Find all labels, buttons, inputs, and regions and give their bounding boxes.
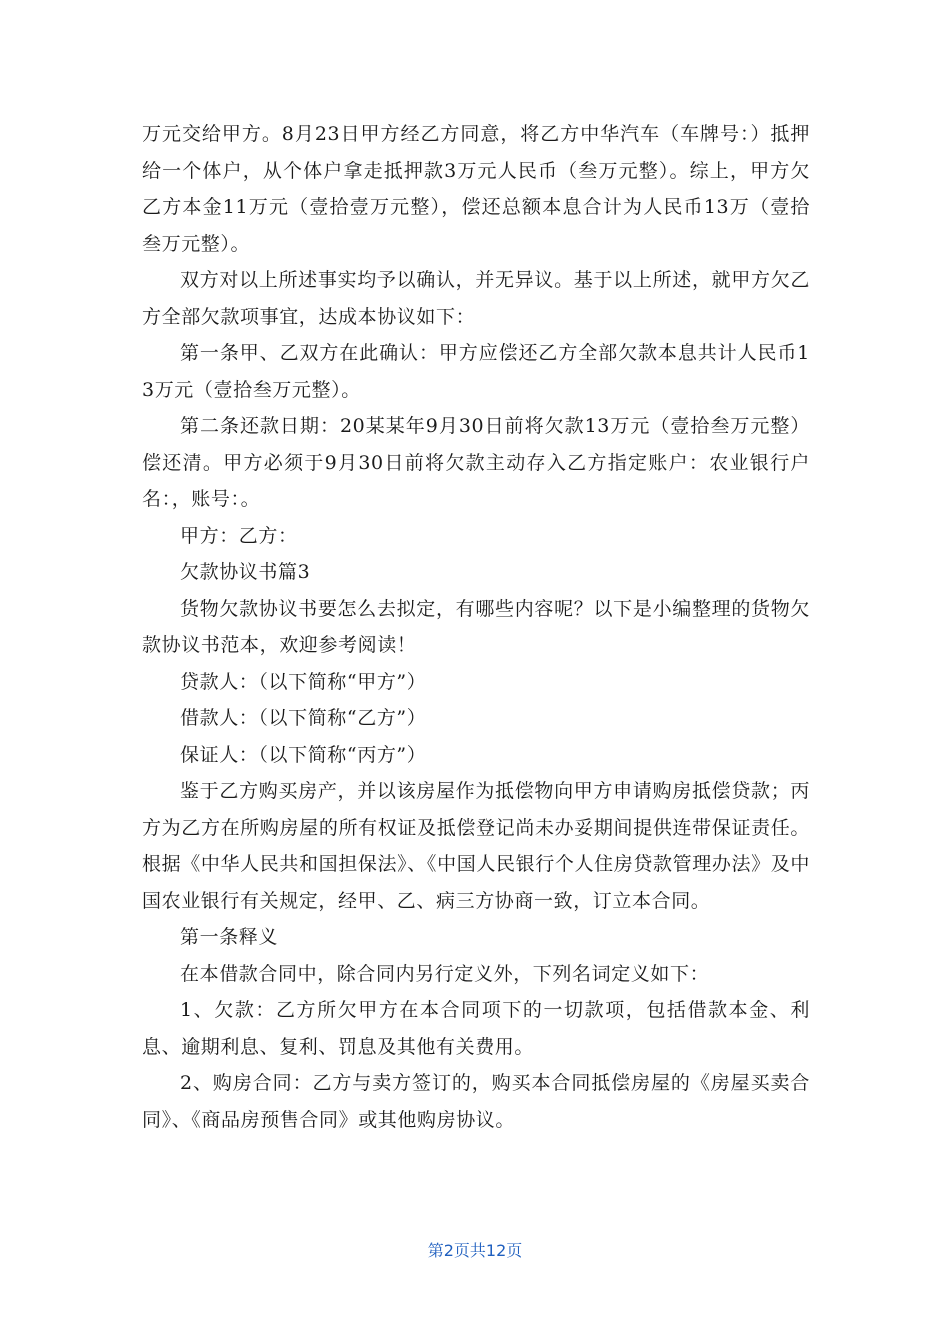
document-body <box>142 116 810 1138</box>
definition-item-2: 2、购房合同：乙方与卖方签订的，购买本合同抵偿房屋的《房屋买卖合同》、《商品房预售合同》或其他购房协议。 <box>142 1072 810 1131</box>
paragraph-definitions-intro: 在本借款合同中，除合同内另行定义外，下列名词定义如下： <box>180 962 710 985</box>
paragraph-2: 双方对以上所述事实均予以确认，并无异议。基于以上所述，就甲方欠乙方全部欠款项事宜，达成本协议如下： <box>142 269 810 328</box>
section-heading: 欠款协议书篇3 <box>180 561 311 583</box>
paragraph-article-1: 第一条甲、乙双方在此确认：甲方应偿还乙方全部欠款本息共计人民币13万元（壹拾叁万元整）。 <box>142 342 810 401</box>
party-borrower: 借款人：（以下简称“乙方”） <box>180 707 427 729</box>
party-guarantor: 保证人：（以下简称“丙方”） <box>180 743 427 766</box>
signature-line: 甲方：乙方： <box>180 524 298 547</box>
article-heading-definitions: 第一条释义 <box>180 926 279 948</box>
paragraph-1: 万元交给甲方。8月23日甲方经乙方同意，将乙方中华汽车（车牌号：）抵押给一个体户，从个体户拿走抵押款3万元人民币（叁万元整）。综上，甲方欠乙方本金11万元（壹拾壹万元整），偿还总额本息合计为人民币13万（壹拾叁万元整）。 <box>142 123 810 255</box>
party-lender: 贷款人：（以下简称“甲方”） <box>180 670 427 693</box>
definition-item-1: 1、欠款：乙方所欠甲方在本合同项下的一切款项，包括借款本金、利息、逾期利息、复利、罚息及其他有关费用。 <box>142 999 810 1058</box>
paragraph-article-2: 第二条还款日期：20某某年9月30日前将欠款13万元（壹拾叁万元整）偿还清。甲方必须于9月30日前将欠款主动存入乙方指定账户：农业银行户名：，账号：。 <box>142 415 810 510</box>
page-number-footer: 第2页共12页 <box>427 1241 523 1260</box>
paragraph-intro: 货物欠款协议书要怎么去拟定，有哪些内容呢？以下是小编整理的货物欠款协议书范本，欢迎参考阅读！ <box>142 597 810 656</box>
paragraph-whereas: 鉴于乙方购买房产，并以该房屋作为抵偿物向甲方申请购房抵偿贷款；丙方为乙方在所购房屋的所有权证及抵偿登记尚未办妥期间提供连带保证责任。根据《中华人民共和国担保法》、《中国人民银行个人住房贷款管理办法》及中国农业银行有关规定，经甲、乙、病三方协商一致，订立本合同。 <box>142 780 810 912</box>
